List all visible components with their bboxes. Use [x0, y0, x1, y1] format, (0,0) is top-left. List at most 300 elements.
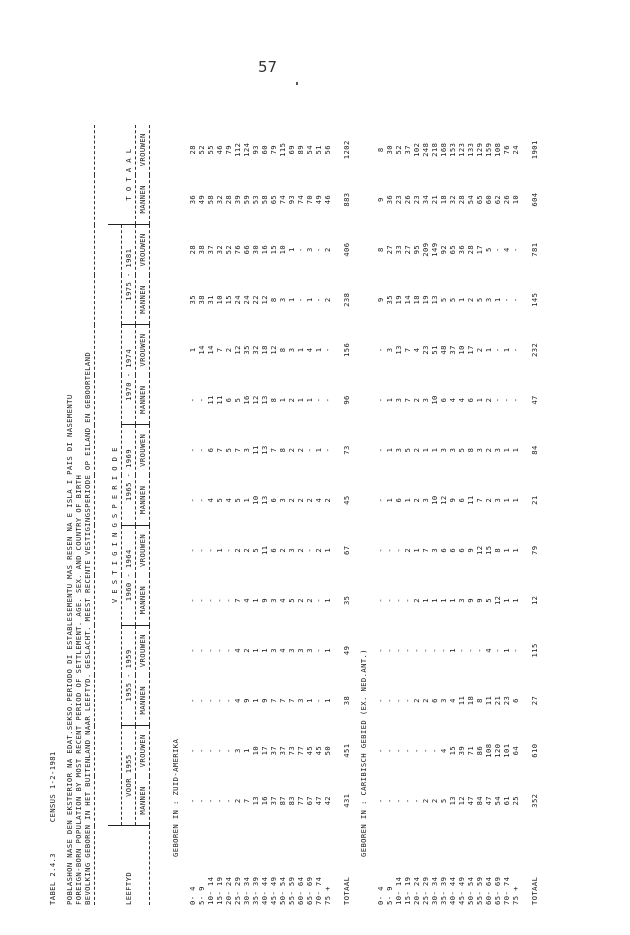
period-header: 1970 - 1974 — [122, 325, 136, 425]
cell-value: 62 — [493, 194, 502, 205]
cell-value: - — [224, 698, 233, 703]
cell-value: 5 — [484, 597, 493, 603]
cell-value: - — [206, 547, 215, 553]
cell-value: 13 — [260, 495, 269, 505]
cell-value: 49 — [197, 194, 206, 205]
cell-value: - — [376, 748, 385, 753]
cell-value: 71 — [466, 745, 475, 756]
cell-value: - — [305, 547, 314, 553]
cell-value: - — [511, 648, 520, 653]
female-column-header: VROUWEN — [136, 325, 150, 375]
cell-value: 1 — [287, 247, 296, 253]
cell-value: 35 — [242, 345, 251, 355]
cell-value: - — [394, 798, 403, 804]
cell-value: 47 — [314, 795, 323, 806]
cell-value: 5 — [439, 297, 448, 303]
cell-value: 3 — [493, 497, 502, 503]
cell-value: 12 — [233, 345, 242, 355]
male-column-header: MANNEN — [136, 675, 150, 725]
cell-value: - — [323, 397, 332, 403]
cell-value: 79 — [224, 145, 233, 155]
cell-value: 1 — [314, 347, 323, 353]
cell-value: - — [502, 397, 511, 403]
cell-value: 112 — [233, 142, 242, 157]
cell-value: 2 — [484, 497, 493, 503]
cell-value: 17 — [466, 345, 475, 355]
title-dutch: BEVOLKING GEBOREN IN HET BUITENLAND NAAR LEEFTYD. GESLACHT. MEEST RECENTE VESTIGINGSPERIODE OP EILAND EN GEBOORTELAND — [83, 351, 92, 905]
table-row — [287, 125, 296, 905]
cell-value: 3 — [457, 597, 466, 603]
cell-value: 49 — [314, 194, 323, 205]
cell-value: - — [376, 497, 385, 503]
cell-value: - — [421, 748, 430, 753]
cell-value: - — [206, 798, 215, 804]
cell-value: - — [403, 698, 412, 703]
cell-value: - — [376, 347, 385, 353]
cell-value: 4 — [412, 347, 421, 353]
cell-value: - — [376, 597, 385, 603]
age-group: 0- 4 — [188, 886, 197, 905]
cell-value: - — [224, 597, 233, 603]
cell-value: 12 — [260, 295, 269, 305]
cell-value: - — [206, 648, 215, 653]
cell-value: 3 — [385, 347, 394, 353]
cell-value: - — [314, 597, 323, 603]
cell-value: 3 — [287, 547, 296, 553]
cell-value: 2 — [233, 547, 242, 553]
cell-value: 3 — [475, 447, 484, 453]
cell-value: 159 — [484, 142, 493, 157]
cell-value: 17 — [475, 244, 484, 255]
table-row — [224, 125, 233, 905]
cell-value: 54 — [466, 194, 475, 205]
table-row — [466, 125, 475, 905]
cell-value: 6 — [269, 547, 278, 553]
total-value: 352 — [530, 793, 539, 808]
cell-value: 28 — [188, 244, 197, 255]
cell-value: - — [188, 648, 197, 653]
cell-value: 3 — [430, 547, 439, 553]
cell-value: 10 — [430, 395, 439, 405]
cell-value: 11 — [215, 395, 224, 405]
cell-value: 1 — [251, 698, 260, 703]
total-value: 238 — [342, 292, 351, 307]
cell-value: 2 — [314, 547, 323, 553]
table-row — [475, 125, 484, 905]
cell-value: - — [197, 447, 206, 453]
cell-value: 5 — [224, 447, 233, 453]
cell-value: 7 — [215, 347, 224, 353]
cell-value: 11 — [457, 695, 466, 706]
total-value: 115 — [530, 643, 539, 658]
cell-value: - — [224, 547, 233, 553]
total-value: 451 — [342, 743, 351, 758]
cell-value: - — [314, 297, 323, 303]
cell-value: 248 — [421, 142, 430, 157]
cell-value: 6 — [448, 547, 457, 553]
cell-value: - — [385, 648, 394, 653]
age-group: 0- 4 — [376, 886, 385, 905]
age-group: 5- 9 — [197, 886, 206, 905]
cell-value: 37 — [206, 244, 215, 255]
cell-value: 8 — [376, 247, 385, 253]
cell-value: 7 — [278, 698, 287, 703]
cell-value: 1 — [511, 547, 520, 553]
female-column-header: VROUWEN — [136, 525, 150, 575]
cell-value: 5 — [439, 798, 448, 804]
cell-value: 8 — [376, 147, 385, 153]
cell-value: 1 — [296, 347, 305, 353]
table-row — [206, 125, 215, 905]
age-group: 20- 24 — [224, 876, 233, 905]
cell-value: 3 — [278, 497, 287, 503]
cell-value: 1 — [430, 447, 439, 453]
cell-value: 2 — [242, 547, 251, 553]
age-group: 65- 69 — [493, 876, 502, 905]
cell-value: 8 — [475, 698, 484, 703]
cell-value: 86 — [475, 745, 484, 756]
female-column-header: VROUWEN — [136, 625, 150, 675]
cell-value: 3 — [287, 347, 296, 353]
cell-value: - — [188, 497, 197, 503]
period-header: VOOR 1955 — [122, 726, 136, 826]
cell-value: 21 — [493, 695, 502, 706]
cell-value: - — [197, 547, 206, 553]
cell-value: - — [188, 748, 197, 753]
cell-value: 9 — [260, 698, 269, 703]
cell-value: 79 — [269, 145, 278, 155]
cell-value: - — [394, 547, 403, 553]
cell-value: 39 — [457, 745, 466, 756]
cell-value: 2 — [412, 698, 421, 703]
cell-value: 1 — [188, 347, 197, 353]
cell-value: 35 — [188, 295, 197, 305]
cell-value: - — [394, 748, 403, 753]
cell-value: - — [394, 597, 403, 603]
cell-value: - — [511, 347, 520, 353]
period-header: 1975 - 1981 — [122, 225, 136, 325]
cell-value: 3 — [484, 297, 493, 303]
total-value: 47 — [530, 395, 539, 405]
cell-value: - — [430, 648, 439, 653]
cell-value: - — [511, 247, 520, 253]
total-value: 406 — [342, 242, 351, 257]
cell-value: 7 — [233, 447, 242, 453]
cell-value: - — [385, 698, 394, 703]
cell-value: 27 — [403, 244, 412, 255]
cell-value: 3 — [421, 497, 430, 503]
cell-value: 2 — [421, 698, 430, 703]
cell-value: 2 — [287, 497, 296, 503]
cell-value: 69 — [287, 145, 296, 155]
cell-value: 129 — [475, 142, 484, 157]
male-column-header: MANNEN — [136, 575, 150, 625]
cell-value: 13 — [251, 795, 260, 806]
cell-value: 4 — [224, 497, 233, 503]
cell-value: - — [305, 447, 314, 453]
cell-value: 1 — [448, 648, 457, 653]
cell-value: 2 — [412, 397, 421, 403]
table-row — [314, 125, 323, 905]
cell-value: 37 — [269, 745, 278, 756]
cell-value: 47 — [466, 795, 475, 806]
cell-value: - — [188, 798, 197, 804]
cell-value: 1 — [251, 597, 260, 603]
cell-value: 5 — [233, 497, 242, 503]
cell-value: 12 — [439, 495, 448, 505]
cell-value: 6 — [466, 397, 475, 403]
cell-value: 6 — [269, 497, 278, 503]
cell-value: 28 — [457, 194, 466, 205]
cell-value: 19 — [421, 295, 430, 305]
age-group: 30- 34 — [430, 876, 439, 905]
cell-value: 12 — [251, 395, 260, 405]
cell-value: 7 — [215, 447, 224, 453]
cell-value: 74 — [278, 194, 287, 205]
cell-value: 9 — [260, 597, 269, 603]
cell-value: 7 — [403, 397, 412, 403]
cell-value: - — [206, 748, 215, 753]
cell-value: 3 — [421, 397, 430, 403]
cell-value: 60 — [484, 194, 493, 205]
cell-value: 92 — [439, 244, 448, 255]
cell-value: 7 — [475, 497, 484, 503]
section-title: GEBOREN IN : ZUID-AMERIKA — [171, 738, 180, 857]
cell-value: 28 — [466, 244, 475, 255]
cell-value: - — [215, 597, 224, 603]
cell-value: 84 — [475, 795, 484, 806]
cell-value: 13 — [260, 395, 269, 405]
cell-value: 7 — [242, 798, 251, 804]
table-row — [421, 125, 430, 905]
cell-value: - — [403, 648, 412, 653]
cell-value: 52 — [394, 145, 403, 155]
table-row — [251, 125, 260, 905]
cell-value: 1 — [242, 748, 251, 753]
cell-value: 12 — [269, 345, 278, 355]
cell-value: - — [421, 648, 430, 653]
cell-value: 93 — [287, 194, 296, 205]
cell-value: 36 — [457, 244, 466, 255]
cell-value: - — [457, 648, 466, 653]
cell-value: 11 — [260, 545, 269, 555]
cell-value: 7 — [269, 698, 278, 703]
cell-value: 23 — [394, 194, 403, 205]
table-row — [385, 125, 394, 905]
cell-value: 5 — [287, 597, 296, 603]
total-value: 38 — [342, 695, 351, 706]
cell-value: 3 — [269, 648, 278, 653]
cell-value: - — [188, 547, 197, 553]
cell-value: 8 — [493, 547, 502, 553]
cell-value: 4 — [206, 497, 215, 503]
female-column-header: VROUWEN — [136, 425, 150, 475]
cell-value: 2 — [296, 547, 305, 553]
page-number: 57 — [258, 58, 278, 76]
cell-value: 3 — [493, 447, 502, 453]
cell-value: 153 — [448, 142, 457, 157]
table-header — [48, 125, 92, 905]
cell-value: 37 — [269, 795, 278, 806]
section-title: GEBOREN IN : CARIBISCH GEBIED (EX. NED.ANT.) — [359, 649, 368, 857]
cell-value: 23 — [502, 695, 511, 706]
cell-value: 59 — [242, 194, 251, 205]
cell-value: 5 — [475, 297, 484, 303]
total-row — [520, 125, 539, 905]
cell-value: 2 — [323, 247, 332, 253]
cell-value: 1 — [242, 497, 251, 503]
cell-value: 1 — [278, 397, 287, 403]
cell-value: 18 — [412, 295, 421, 305]
cell-value: 23 — [412, 194, 421, 205]
cell-value: 11 — [466, 495, 475, 505]
cell-value: 4 — [457, 397, 466, 403]
total-value: 12 — [530, 595, 539, 606]
cell-value: - — [376, 547, 385, 553]
cell-value: - — [296, 247, 305, 253]
cell-value: 51 — [430, 345, 439, 355]
cell-value: 89 — [296, 145, 305, 155]
cell-value: 4 — [448, 397, 457, 403]
cell-value: - — [215, 798, 224, 804]
age-group: 45- 49 — [457, 876, 466, 905]
cell-value: 101 — [502, 743, 511, 758]
cell-value: 1 — [215, 547, 224, 553]
cell-value: 1 — [493, 297, 502, 303]
cell-value: 76 — [502, 145, 511, 155]
total-value: 79 — [530, 545, 539, 555]
cell-value: - — [188, 447, 197, 453]
cell-value: 8 — [269, 297, 278, 303]
cell-value: 2 — [305, 597, 314, 603]
cell-value: 27 — [385, 244, 394, 255]
cell-value: - — [224, 748, 233, 753]
table-row — [448, 125, 457, 905]
rotated-table-page — [48, 125, 588, 905]
male-column-header: MANNEN — [136, 776, 150, 826]
age-group: 50- 54 — [278, 876, 287, 905]
age-group: 25- 29 — [421, 876, 430, 905]
cell-value: 14 — [197, 345, 206, 355]
cell-value: 149 — [430, 242, 439, 257]
cell-value: 37 — [278, 745, 287, 756]
cell-value: - — [376, 648, 385, 653]
cell-value: 7 — [287, 698, 296, 703]
cell-value: 36 — [385, 194, 394, 205]
total-label: TOTAAL — [530, 876, 539, 905]
cell-value: - — [439, 648, 448, 653]
cell-value: 2 — [412, 447, 421, 453]
cell-value: 2 — [412, 597, 421, 603]
age-group: 35- 39 — [251, 876, 260, 905]
cell-value: 3 — [287, 648, 296, 653]
cell-value: 23 — [421, 345, 430, 355]
cell-value: - — [197, 497, 206, 503]
cell-value: 10 — [251, 495, 260, 505]
total-value: 27 — [530, 695, 539, 706]
table-row — [215, 125, 224, 905]
cell-value: 123 — [457, 142, 466, 157]
cell-value: 2 — [421, 798, 430, 804]
cell-value: 7 — [403, 347, 412, 353]
cell-value: 39 — [233, 194, 242, 205]
table-row — [403, 125, 412, 905]
cell-value: - — [412, 798, 421, 804]
cell-value: - — [403, 798, 412, 804]
cell-value: 73 — [287, 745, 296, 756]
age-group: 35- 39 — [439, 876, 448, 905]
cell-value: 2 — [412, 497, 421, 503]
cell-value: 3 — [394, 447, 403, 453]
cell-value: 58 — [206, 194, 215, 205]
cell-value: 5 — [484, 247, 493, 253]
cell-value: - — [493, 397, 502, 403]
age-group: 25- 29 — [233, 876, 242, 905]
age-group: 75 + — [511, 886, 520, 905]
cell-value: 11 — [251, 445, 260, 455]
cell-value: 51 — [314, 145, 323, 155]
cell-value: 33 — [394, 244, 403, 255]
age-group: 40- 44 — [260, 876, 269, 905]
cell-value: 30 — [385, 145, 394, 155]
age-group: 30- 34 — [242, 876, 251, 905]
table-row — [511, 125, 520, 905]
cell-value: 35 — [385, 295, 394, 305]
cell-value: 2 — [403, 547, 412, 553]
cell-value: 56 — [323, 145, 332, 155]
male-column-header: MANNEN — [136, 275, 150, 325]
cell-value: 11 — [206, 395, 215, 405]
cell-value: 6 — [457, 497, 466, 503]
total-value: 232 — [530, 342, 539, 357]
cell-value: 10 — [278, 244, 287, 255]
total-value: 431 — [342, 793, 351, 808]
cell-value: 1 — [323, 597, 332, 603]
cell-value: - — [314, 247, 323, 253]
cell-value: - — [197, 748, 206, 753]
cell-value: 2 — [278, 547, 287, 553]
cell-value: 18 — [466, 695, 475, 706]
cell-value: 1 — [502, 347, 511, 353]
cell-value: 46 — [323, 194, 332, 205]
cell-value: 1 — [448, 597, 457, 603]
cell-value: 13 — [260, 445, 269, 455]
total-value: 73 — [342, 445, 351, 455]
cell-value: 52 — [224, 244, 233, 255]
cell-value: 17 — [260, 745, 269, 756]
cell-value: 5 — [233, 397, 242, 403]
cell-value: 1 — [323, 698, 332, 703]
cell-value: 124 — [242, 142, 251, 157]
cell-value: 7 — [269, 447, 278, 453]
cell-value: - — [403, 748, 412, 753]
cell-value: 38 — [197, 295, 206, 305]
cell-value: 4 — [278, 597, 287, 603]
age-group: 60- 64 — [484, 876, 493, 905]
male-column-header: MANNEN — [136, 375, 150, 425]
cell-value: 3 — [242, 447, 251, 453]
cell-value: 1 — [421, 597, 430, 603]
age-group: 45- 49 — [269, 876, 278, 905]
cell-value: 76 — [233, 244, 242, 255]
cell-value: 31 — [206, 295, 215, 305]
cell-value: 6 — [439, 547, 448, 553]
census-table — [94, 125, 539, 905]
cell-value: - — [224, 798, 233, 804]
cell-value: - — [511, 397, 520, 403]
table-row — [296, 125, 305, 905]
cell-value: - — [493, 347, 502, 353]
